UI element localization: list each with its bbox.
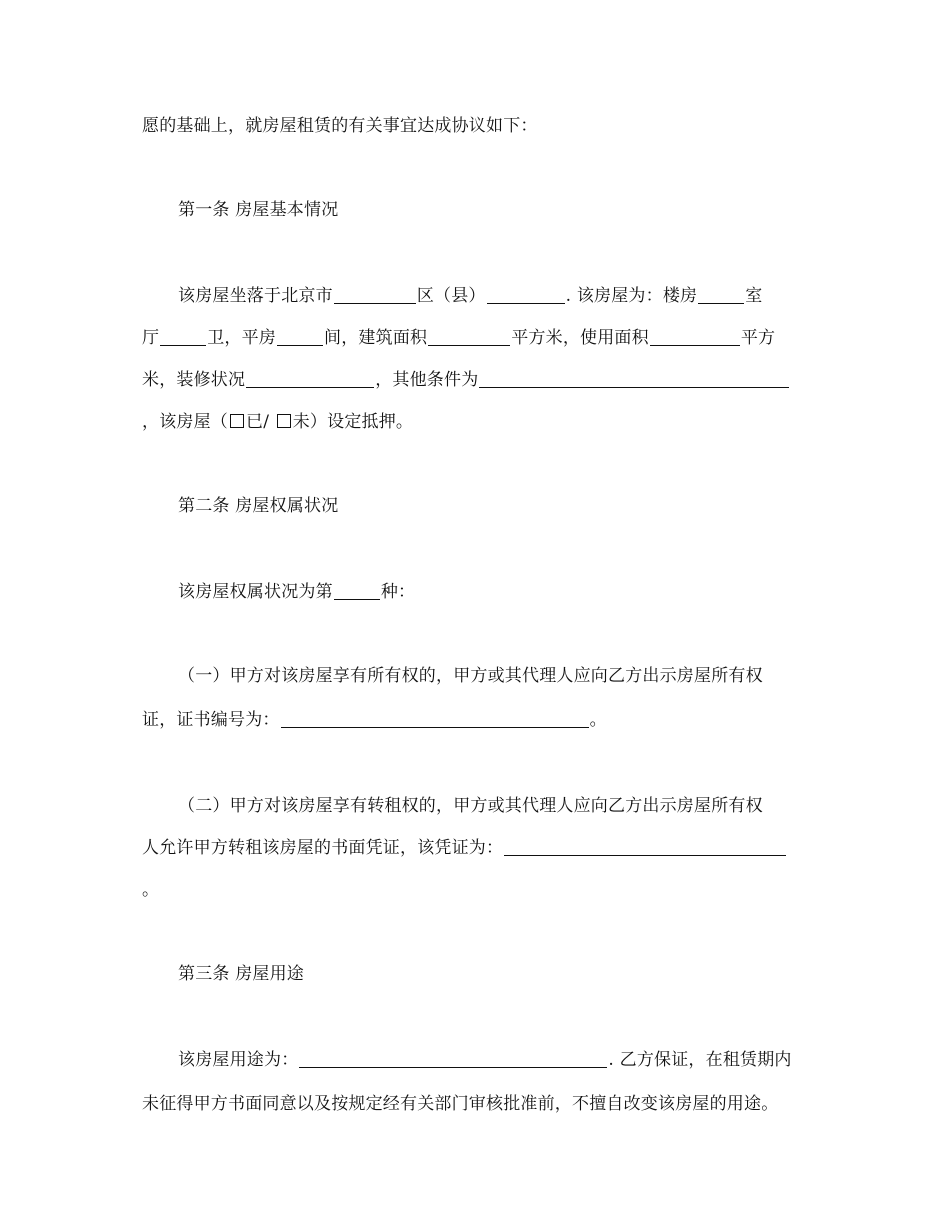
text-certificate-number: 证，证书编号为： bbox=[142, 710, 280, 730]
blank-county[interactable] bbox=[487, 285, 565, 304]
blank-other-conditions[interactable] bbox=[479, 369, 789, 388]
text-hall: 厅 bbox=[142, 328, 160, 348]
text-sublease-certificate: 人允许甲方转租该房屋的书面凭证，该凭证为： bbox=[142, 838, 504, 858]
paragraph-intro: 愿的基础上，就房屋租赁的有关事宜达成协议如下： bbox=[142, 116, 538, 136]
blank-rooms[interactable] bbox=[698, 285, 744, 304]
blank-decoration[interactable] bbox=[246, 369, 374, 388]
blank-house-use[interactable] bbox=[299, 1049, 607, 1068]
checkbox-not-mortgaged[interactable] bbox=[277, 414, 291, 428]
text-location-prefix: 该房屋坐落于北京市 bbox=[178, 286, 333, 306]
blank-building-area[interactable] bbox=[428, 327, 510, 346]
checkbox-mortgaged[interactable] bbox=[230, 414, 244, 428]
text-other-conditions: ，其他条件为 bbox=[375, 370, 479, 390]
blank-sublease-certificate[interactable] bbox=[504, 837, 786, 856]
article-2-line-1 bbox=[178, 580, 822, 604]
blank-certificate-number[interactable] bbox=[281, 709, 589, 728]
article-2-item-1-line-2 bbox=[142, 708, 822, 732]
article-1-line-1 bbox=[178, 284, 822, 308]
text-ownership-type: 该房屋权属状况为第 bbox=[178, 582, 333, 602]
text-house-type: . 该房屋为：楼房 bbox=[565, 286, 698, 306]
blank-bungalow-rooms[interactable] bbox=[277, 327, 323, 346]
article-3-line-2: 未征得甲方书面同意以及按规定经有关部门审核批准前，不擅自改变该房屋的用途。 bbox=[142, 1094, 779, 1114]
text-house-use: 该房屋用途为： bbox=[178, 1050, 299, 1070]
article-2-item-2-line-2 bbox=[142, 836, 822, 860]
article-2-item-2-line-3: 。 bbox=[142, 880, 160, 900]
text-building-area: 间，建筑面积 bbox=[324, 328, 428, 348]
text-mortgaged: 已/ bbox=[246, 412, 275, 432]
text-decoration: 米，装修状况 bbox=[142, 370, 246, 390]
article-2-item-2-line-1: （二）甲方对该房屋享有转租权的，甲方或其代理人应向乙方出示房屋所有权 bbox=[178, 796, 763, 816]
article-1-heading: 第一条 房屋基本情况 bbox=[178, 200, 339, 220]
article-1-line-2 bbox=[142, 326, 822, 350]
text-district-county: 区（县） bbox=[416, 286, 486, 306]
text-mortgage-prefix: ，该房屋（ bbox=[142, 412, 228, 432]
article-3-line-1 bbox=[178, 1048, 822, 1072]
text-square: 平方 bbox=[740, 328, 776, 348]
text-period: 。 bbox=[589, 710, 607, 730]
article-3-heading: 第三条 房屋用途 bbox=[178, 964, 305, 984]
text-kind: 种： bbox=[380, 582, 416, 602]
article-2-item-1-line-1: （一）甲方对该房屋享有所有权的，甲方或其代理人应向乙方出示房屋所有权 bbox=[178, 666, 763, 686]
text-mortgage-suffix: 未）设定抵押。 bbox=[292, 412, 414, 432]
text-usable-area: 平方米，使用面积 bbox=[511, 328, 649, 348]
text-guarantee: . 乙方保证，在租赁期内 bbox=[608, 1050, 792, 1070]
blank-bath[interactable] bbox=[160, 327, 206, 346]
blank-ownership-type[interactable] bbox=[334, 581, 380, 600]
text-room: 室 bbox=[745, 286, 763, 306]
blank-district[interactable] bbox=[334, 285, 416, 304]
article-1-line-4 bbox=[142, 410, 822, 434]
blank-usable-area[interactable] bbox=[650, 327, 740, 346]
text-bath-bungalow: 卫，平房 bbox=[207, 328, 277, 348]
article-2-heading: 第二条 房屋权属状况 bbox=[178, 496, 339, 516]
article-1-line-3 bbox=[142, 368, 822, 392]
